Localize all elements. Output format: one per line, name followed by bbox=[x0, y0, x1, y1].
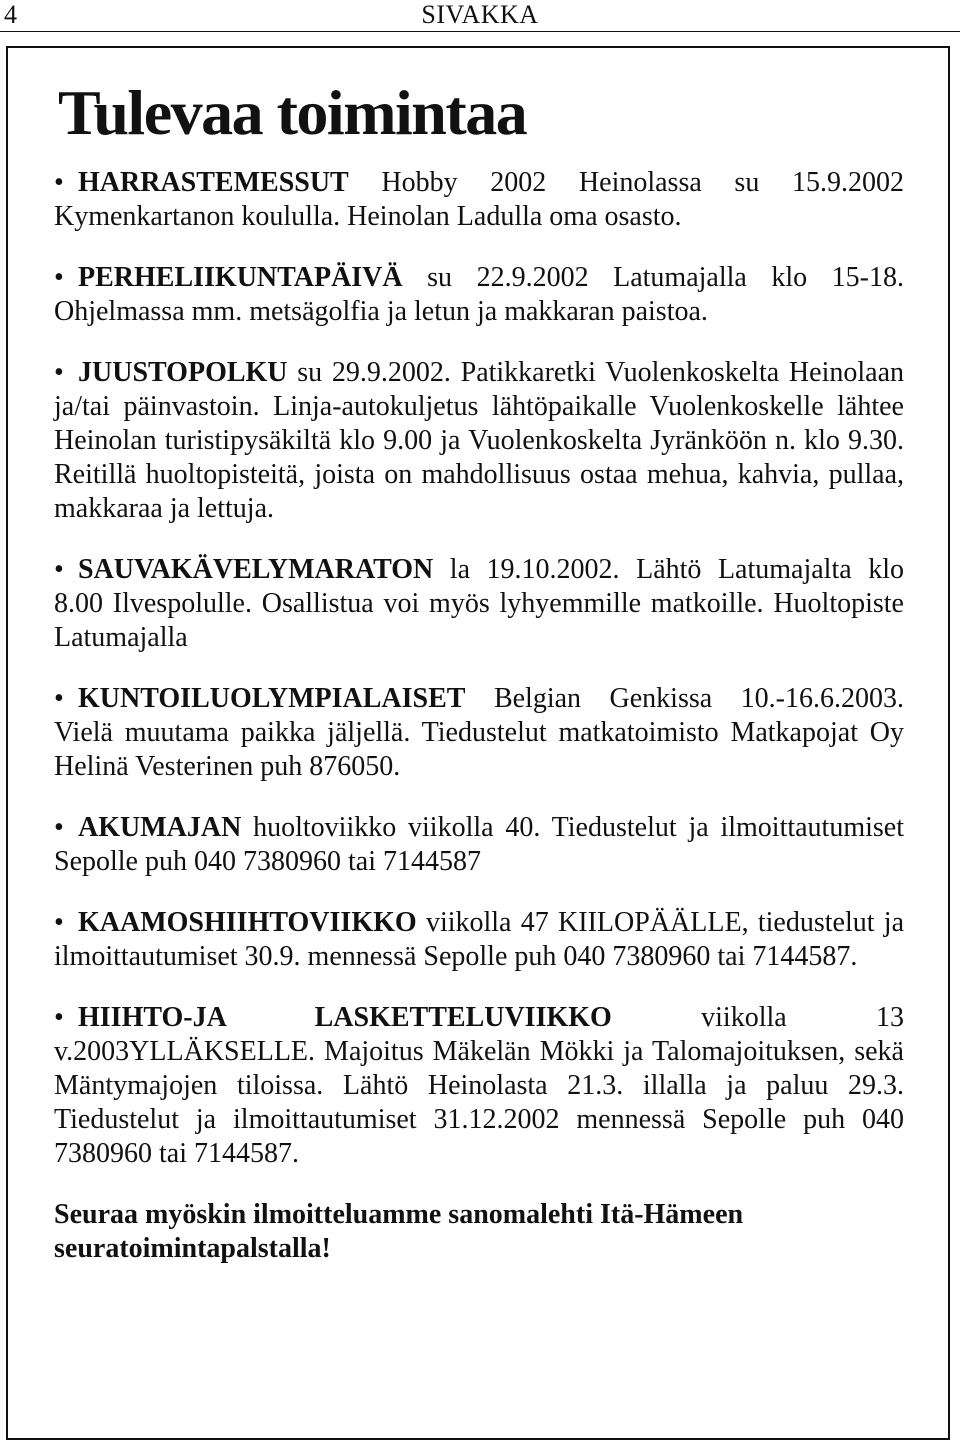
list-item bbox=[54, 1001, 904, 1171]
event-heading: JUUSTOPOLKU bbox=[78, 357, 288, 388]
list-item bbox=[54, 811, 904, 879]
event-text: la 19.10.2002. Lähtö Latumajalta klo 8.00 Ilvespolulle. Osallistua voi myös lyhyemmille matkoille. Huoltopiste Latumajalla bbox=[54, 554, 904, 653]
event-text: su 22.9.2002 Latumajalla klo 15-18. Ohjelmassa mm. metsägolfia ja letun ja makkaran paistoa. bbox=[54, 262, 904, 327]
event-heading: KUNTOILUOLYMPIALAISET bbox=[78, 683, 466, 714]
list-item bbox=[54, 906, 904, 974]
bullet-icon: • bbox=[54, 167, 64, 198]
bullet-icon: • bbox=[54, 1002, 64, 1033]
event-text: huoltoviikko viikolla 40. Tiedustelut ja ilmoittautumiset Sepolle puh 040 7380960 tai 7144587 bbox=[54, 812, 904, 877]
bullet-icon: • bbox=[54, 357, 64, 388]
event-text: Belgian Genkissa 10.-16.6.2003. Vielä muutama paikka jäljellä. Tiedustelut matkatoimisto Matkapojat Oy Helinä Vesterinen puh 876050. bbox=[54, 683, 904, 782]
page-header bbox=[0, 0, 960, 32]
list-item bbox=[54, 356, 904, 526]
event-text: Hobby 2002 Heinolassa su 15.9.2002 Kymenkartanon koululla. Heinolan Ladulla oma osasto. bbox=[54, 167, 904, 232]
bullet-icon: • bbox=[54, 554, 64, 585]
list-item bbox=[54, 166, 904, 234]
bullet-icon: • bbox=[54, 262, 64, 293]
event-text: viikolla 13 v.2003YLLÄKSELLE. Majoitus Mäkelän Mökki ja Talomajoituksen, sekä Mäntymajojen tiloissa. Lähtö Heinolasta 21.3. illalla ja paluu 29.3. Tiedustelut ja ilmoittautumiset 31.12.2002 mennessä Sepolle puh 040 7380960 tai 7144587. bbox=[54, 1002, 905, 1169]
event-text: viikolla 47 KIILOPÄÄLLE, tiedustelut ja ilmoittautumiset 30.9. mennessä Sepolle puh 040 7380960 tai 7144587. bbox=[54, 907, 904, 972]
event-text: su 29.9.2002. Patikkaretki Vuolenkoskelta Heinolaan ja/tai päinvastoin. Linja-autokuljetus lähtöpaikalle Vuolenkoskelle lähtee Heinolan turistipysäkiltä klo 9.00 ja Vuolenkoskelta Jyränköön n. klo 9.30. Reitillä huoltopisteitä, joista on mahdollisuus ostaa mehua, kahvia, pullaa, makkaraa ja lettuja. bbox=[54, 357, 904, 524]
event-list bbox=[54, 166, 904, 1266]
event-heading: HARRASTEMESSUT bbox=[78, 167, 349, 198]
event-heading: AKUMAJAN bbox=[78, 812, 242, 843]
event-heading: HIIHTO-JA LASKETTELUVIIKKO bbox=[78, 1002, 612, 1033]
list-item bbox=[54, 553, 904, 655]
list-item bbox=[54, 682, 904, 784]
page-number: 4 bbox=[4, 0, 17, 29]
article-title: Tulevaa toimintaa bbox=[58, 77, 527, 148]
bullet-icon: • bbox=[54, 683, 64, 714]
event-heading: SAUVAKÄVELYMARATON bbox=[78, 554, 434, 585]
closing-note: Seuraa myöskin ilmoitteluamme sanomalehti Itä-Hämeen seuratoimintapalstalla! bbox=[54, 1199, 744, 1264]
header-rule bbox=[0, 31, 960, 32]
bullet-icon: • bbox=[54, 812, 64, 843]
event-heading: KAAMOSHIIHTOVIIKKO bbox=[78, 907, 417, 938]
event-heading: PERHELIIKUNTAPÄIVÄ bbox=[78, 262, 403, 293]
bullet-icon: • bbox=[54, 907, 64, 938]
list-item bbox=[54, 261, 904, 329]
running-head: SIVAKKA bbox=[421, 0, 539, 29]
